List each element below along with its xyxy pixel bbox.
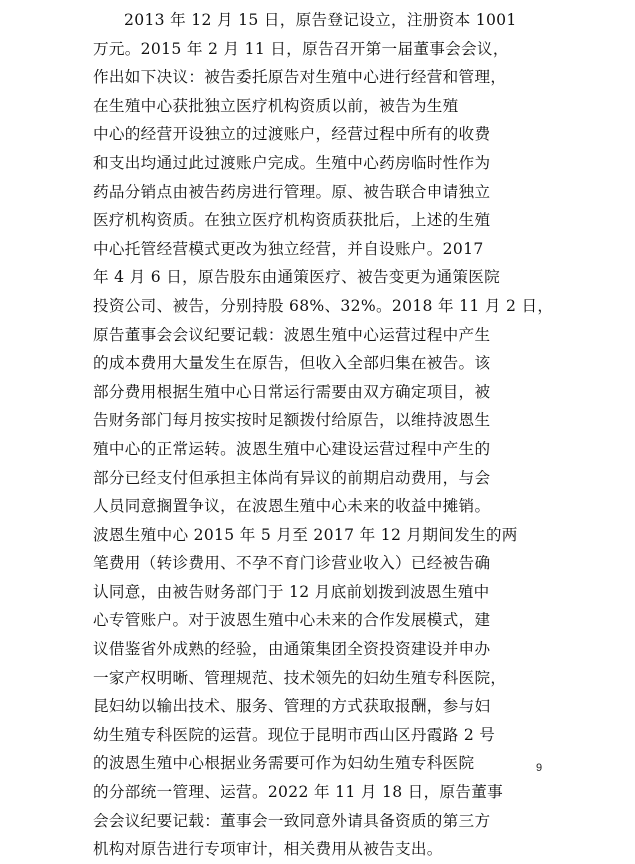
paragraph-line: 投资公司、被告，分别持股 68%、32%。2018 年 11 月 2 日， — [93, 296, 554, 315]
paragraph-line: 2013 年 12 月 15 日，原告登记设立，注册资本 1001 — [124, 11, 517, 29]
paragraph — [93, 6, 554, 864]
paragraph-line: 波恩生殖中心 2015 年 5 月至 2017 年 12 月期间发生的两 — [93, 525, 518, 544]
paragraph-line: 中心的经营开设独立的过渡账户，经营过程中所有的收费 — [93, 125, 491, 144]
paragraph-line: 和支出均通过此过渡账户完成。生殖中心药房临时性作为 — [93, 153, 491, 172]
paragraph-line: 万元。2015 年 2 月 11 日，原告召开第一届董事会会议， — [93, 39, 509, 58]
paragraph-line: 医疗机构资质。在独立医疗机构资质获批后，上述的生殖 — [93, 211, 491, 230]
paragraph-line: 昆妇幼以输出技术、服务、管理的方式获取报酬，参与妇 — [93, 697, 491, 716]
paragraph-line: 的成本费用大量发生在原告，但收入全部归集在被告。该 — [93, 354, 491, 373]
paragraph-line: 机构对原告进行专项审计，相关费用从被告支出。 — [93, 840, 443, 859]
paragraph-line: 部分费用根据生殖中心日常运行需要由双方确定项目，被 — [93, 382, 491, 401]
paragraph-line: 的分部统一管理、运营。2022 年 11 月 18 日，原告董事 — [93, 783, 504, 802]
paragraph-line: 中心托管经营模式更改为独立经营，并自设账户。2017 — [93, 239, 484, 258]
paragraph-line: 一家产权明晰、管理规范、技术领先的妇幼生殖专科医院， — [93, 668, 507, 687]
paragraph-line: 认同意，由被告财务部门于 12 月底前划拨到波恩生殖中 — [93, 582, 490, 601]
paragraph-line: 告财务部门每月按实按时足额拨付给原告，以维持波恩生 — [93, 411, 491, 430]
paragraph-line: 部分已经支付但承担主体尚有异议的前期启动费用，与会 — [93, 468, 491, 487]
paragraph-line: 议借鉴省外成熟的经验，由通策集团全资投资建设并申办 — [93, 640, 491, 659]
paragraph-line: 殖中心的正常运转。波恩生殖中心建设运营过程中产生的 — [93, 439, 491, 458]
paragraph-line: 药品分销点由被告药房进行管理。原、被告联合申请独立 — [93, 182, 491, 201]
paragraph-line: 会会议纪要记载：董事会一致同意外请具备资质的第三方 — [93, 811, 491, 830]
paragraph-line: 在生殖中心获批独立医疗机构资质以前，被告为生殖 — [93, 96, 459, 115]
paragraph-line: 心专管账户。对于波恩生殖中心未来的合作发展模式，建 — [93, 611, 491, 630]
page-number: 9 — [536, 762, 543, 774]
paragraph-line: 作出如下决议：被告委托原告对生殖中心进行经营和管理， — [93, 68, 507, 87]
paragraph-line: 的波恩生殖中心根据业务需要可作为妇幼生殖专科医院 — [93, 754, 475, 773]
paragraph-line: 人员同意搁置争议，在波恩生殖中心未来的收益中摊销。 — [93, 497, 491, 516]
paragraph-line: 幼生殖专科医院的运营。现位于昆明市西山区丹霞路 2 号 — [93, 725, 496, 744]
paragraph-line: 原告董事会会议纪要记载：波恩生殖中心运营过程中产生 — [93, 325, 491, 344]
paragraph-line: 年 4 月 6 日，原告股东由通策医疗、被告变更为通策医院 — [93, 268, 501, 287]
paragraph-line: 笔费用（转诊费用、不孕不育门诊营业收入）已经被告确 — [93, 554, 491, 573]
